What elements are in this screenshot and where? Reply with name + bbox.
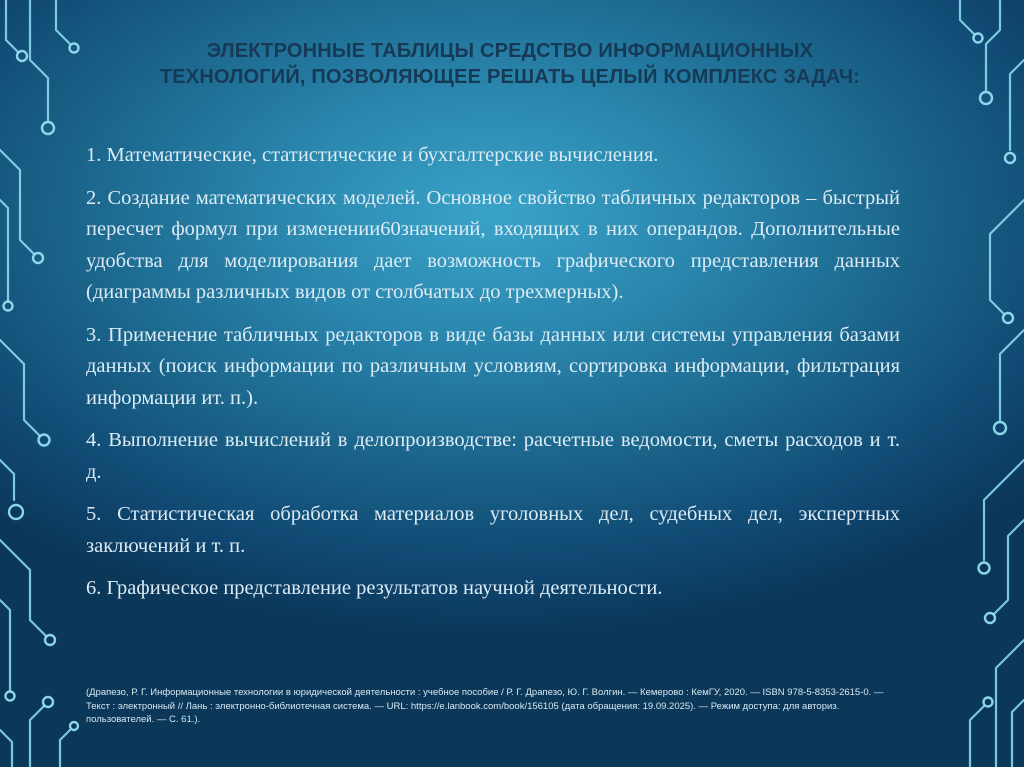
list-item: 6. Графическое представление результатов научной деятельности. bbox=[86, 577, 663, 599]
task-list bbox=[86, 140, 900, 616]
citation-footnote: (Драпезо, Р. Г. Информационные технологии в юридической деятельности : учебное пособие / Р. Г. Драпезо, Ю. Г. Волгин. — Кемерово : КемГУ, 2020. — ISBN 978-5-8353-2615-0. — Текст : электронный // Лань : электронно-библиотечная система. — URL: https://e.lanbook.com/book/156105 (дата обращения: 19.09.2025). — Режим доступа: для авториз. пользователей. — С. 61.). bbox=[86, 687, 884, 725]
slide-title bbox=[60, 38, 960, 90]
list-item: 2. Создание математических моделей. Основное свойство табличных редакторов – быстрый пересчет формул при изменении60значений, входящих в них операндов. Дополнительные удобства для моделирования дает возможность графического представления данных (диаграммы различных видов от столбчатых до трехмерных). bbox=[86, 186, 900, 303]
list-item: 1. Математические, статистические и бухгалтерские вычисления. bbox=[86, 144, 659, 166]
list-item: 3. Применение табличных редакторов в виде базы данных или системы управления базами данных (поиск информации по различным условиям, сортировка информации, фильтрация информации ит. п.). bbox=[86, 323, 900, 409]
slide-title-line-1: ЭЛЕКТРОННЫЕ ТАБЛИЦЫ СРЕДСТВО ИНФОРМАЦИОННЫХ bbox=[206, 40, 814, 62]
slide-title-line-2: ТЕХНОЛОГИЙ, ПОЗВОЛЯЮЩЕЕ РЕШАТЬ ЦЕЛЫЙ КОМПЛЕКС ЗАДАЧ: bbox=[159, 66, 861, 88]
list-item: 4. Выполнение вычислений в делопроизводстве: расчетные ведомости, сметы расходов и т. д. bbox=[86, 429, 900, 483]
list-item: 5. Статистическая обработка материалов уголовных дел, судебных дел, экспертных заключений и т. п. bbox=[86, 503, 900, 557]
